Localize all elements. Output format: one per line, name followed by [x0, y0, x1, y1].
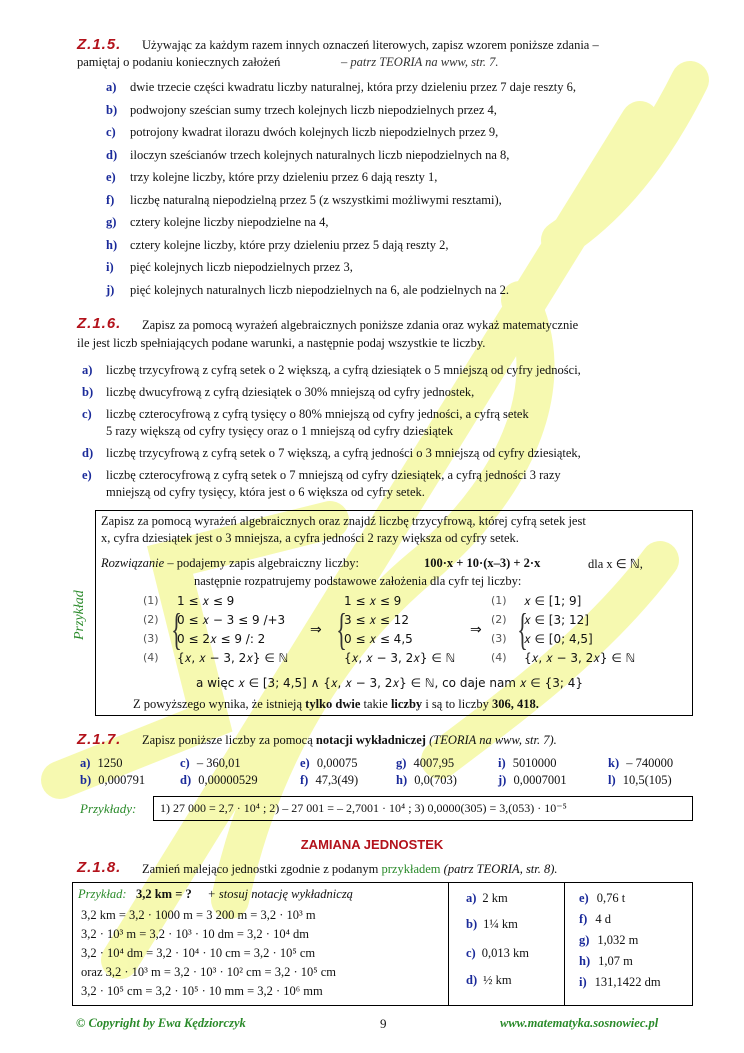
z16-item: [82, 485, 425, 500]
cell-letter: a): [80, 756, 91, 770]
cell-letter: i): [579, 975, 587, 989]
units-col3-item: [579, 954, 633, 969]
cell-letter: d): [466, 973, 478, 987]
item-letter: f): [106, 192, 115, 207]
cell-value: 1250: [94, 756, 123, 770]
item-text: cztery kolejne liczby niepodzielne na 4,: [130, 215, 329, 229]
footer-url: www.matematyka.sosnowiec.pl: [500, 1016, 659, 1030]
cell-letter: f): [300, 773, 309, 787]
cell-value: 131,1422 dm: [594, 975, 661, 989]
item-text: liczbę dwucyfrową z cyfrą dziesiątek o 30% mniejszą od cyfry jednostek,: [106, 385, 475, 399]
cell-value: 0,000791: [95, 773, 146, 787]
examples-text: 1) 27 000 = 2,7 · 10⁴ ; 2) – 27 001 = – 2,7001 · 10⁴ ; 3) 0,0000(305) = 3,(053) · 10⁻⁵: [160, 801, 567, 815]
item-letter: e): [82, 468, 92, 482]
system-3: 𝑥 ∈ [1; 9] 𝑥 ∈ [3; 12] 𝑥 ∈ [0; 4,5] {𝑥, 𝑥 − 3, 2𝑥} ∈ ℕ: [524, 594, 636, 665]
cell-value: ½ km: [483, 973, 512, 987]
z15-item: [106, 260, 353, 275]
system-3-brace: {: [517, 605, 528, 654]
z17-cell: [180, 756, 241, 771]
item-letter: c): [106, 125, 116, 139]
units-example-line: 3,2 km = 3,2 · 1000 m = 3 200 m = 3,2 · 10³ m: [81, 908, 316, 922]
cell-letter: c): [180, 756, 190, 770]
item-letter: a): [106, 80, 117, 94]
item-text: mniejszą od cyfry tysięcy, która jest o 6 większa od cyfry setek.: [106, 485, 425, 499]
cell-value: 2 km: [482, 891, 508, 905]
item-letter: g): [106, 215, 117, 229]
cell-value: 1,032 m: [597, 933, 639, 947]
task-intro-z17: Zapisz poniższe liczby za pomocą notacji wykładniczej (TEORIA na www, str. 7).: [142, 733, 557, 747]
cell-letter: c): [466, 946, 476, 960]
system-1-numbers: (1) (2) (3) (4): [143, 594, 159, 664]
cell-letter: e): [300, 756, 310, 770]
units-col2-item: [466, 946, 529, 961]
units-example-line: oraz 3,2 · 10³ m = 3,2 · 10³ · 10² cm = 3,2 · 10⁵ cm: [81, 965, 336, 979]
z15-item: [106, 125, 498, 140]
item-text: cztery kolejne liczby, które przy dzieleniu przez 5 dają reszty 2,: [130, 237, 449, 252]
cell-letter: f): [579, 912, 588, 926]
cell-value: 1¼ km: [483, 917, 518, 931]
units-col3-item: [579, 891, 625, 906]
solution-formula: 100·x + 10·(x–3) + 2·x: [424, 556, 541, 570]
z15-item: [106, 193, 502, 208]
example-task-line2: x, cyfra dziesiątek jest o 3 mniejsza, a cyfra jedności 2 razy większa od cyfry setek.: [101, 531, 519, 545]
cell-letter: h): [396, 773, 408, 787]
cell-value: – 360,01: [193, 756, 241, 770]
system-2: 1 ≤ 𝑥 ≤ 9 3 ≤ 𝑥 ≤ 12 0 ≤ 𝑥 ≤ 4,5 {𝑥, 𝑥 − 3, 2𝑥} ∈ ℕ: [344, 594, 456, 665]
item-text: liczbę trzycyfrową z cyfrą setek o 7 większą, a cyfrą jedności o 3 mniejszą od cyfry dziesiątek,: [106, 446, 581, 460]
item-text: potrojony kwadrat ilorazu dwóch kolejnych liczb niepodzielnych przez 9,: [130, 125, 499, 139]
z17-cell: [608, 756, 673, 771]
item-text: pięć kolejnych liczb niepodzielnych przez 3,: [130, 260, 353, 274]
system-2-brace: {: [336, 605, 347, 654]
item-text: liczbę naturalną niepodzielną przez 5 (z wszystkimi możliwymi resztami),: [130, 192, 502, 207]
item-letter: j): [106, 282, 115, 297]
units-example-header: Przykład: 3,2 km = ? + stosuj notację wykładniczą: [78, 887, 353, 901]
solution-domain: dla x ∈ ℕ,: [588, 557, 643, 571]
cell-value: 0,0007001: [510, 773, 567, 787]
cell-value: 0,76 t: [596, 891, 626, 905]
arrow-2: ⇒: [470, 622, 482, 638]
z17-cell: [608, 773, 672, 788]
cell-value: 47,3(49): [312, 773, 359, 787]
units-col2-item: [466, 917, 518, 932]
item-text: liczbę czterocyfrową z cyfrą tysięcy o 80% mniejszą od cyfry jedności, a cyfrą setek: [106, 407, 529, 421]
z16-item: [82, 385, 474, 400]
item-letter: i): [106, 260, 114, 274]
solution-line2: następnie rozpatrujemy podstawowe założenia dla cyfr tej liczby:: [194, 574, 522, 588]
item-letter: b): [82, 385, 94, 399]
arrow-1: ⇒: [310, 622, 322, 638]
cell-letter: h): [579, 954, 591, 968]
task-label-z16: Z.1.6.: [77, 315, 122, 332]
section-title: ZAMIANA JEDNOSTEK: [300, 837, 444, 852]
cell-letter: l): [608, 773, 616, 787]
item-letter: c): [82, 407, 92, 421]
z16-item: [82, 446, 581, 461]
cell-letter: d): [180, 773, 192, 787]
z17-cell: [396, 773, 457, 788]
task-intro-z15-line1: Używając za każdym razem innych oznaczeń literowych, zapisz wzorem poniższe zdania –: [142, 38, 599, 52]
units-col3-item: [579, 912, 611, 927]
cell-letter: i): [498, 756, 506, 770]
z17-cell: [80, 756, 123, 771]
units-example-line: 3,2 · 10⁵ cm = 3,2 · 10⁵ · 10 mm = 3,2 · 10⁶ mm: [81, 984, 323, 998]
cell-letter: g): [396, 756, 407, 770]
examples-label: Przykłady:: [80, 801, 137, 816]
z17-cell: [498, 773, 567, 788]
units-col3-item: [579, 975, 661, 990]
task-label-z17: Z.1.7.: [77, 731, 122, 748]
z17-cell: [498, 756, 557, 771]
solution-text: – podajemy zapis algebraiczny liczby:: [167, 556, 359, 570]
item-text: liczbę trzycyfrową z cyfrą setek o 2 większą, a cyfrą dziesiątek o 5 mniejszą od cyfry jedności,: [106, 363, 581, 377]
footer-page-number: 9: [380, 1016, 387, 1031]
cell-value: 0,0(703): [411, 773, 457, 787]
solution-label: Rozwiązanie: [101, 556, 165, 570]
cell-value: 10,5(105): [619, 773, 672, 787]
z15-item: [106, 80, 576, 95]
item-letter: d): [106, 147, 118, 162]
cell-value: 0,00075: [313, 756, 358, 770]
cell-letter: g): [579, 933, 590, 947]
z17-cell: [80, 773, 145, 788]
example-conclusion: a więc 𝑥 ∈ [3; 4,5] ∧ {𝑥, 𝑥 − 3, 2𝑥} ∈ ℕ, co daje nam 𝑥 ∈ {3; 4}: [196, 676, 583, 690]
units-col2-item: [466, 973, 512, 988]
z16-item: [82, 407, 529, 422]
z15-item: [106, 238, 448, 253]
cell-value: 0,013 km: [481, 946, 529, 960]
system-3-numbers: (1) (2) (3) (4): [491, 594, 507, 664]
example-task-line1: Zapisz za pomocą wyrażeń algebraicznych oraz znajdź liczbę trzycyfrową, której cyfrą setek jest: [101, 514, 586, 528]
z17-cell: [300, 756, 357, 771]
units-table-divider-1: [448, 882, 449, 1005]
item-letter: a): [82, 363, 93, 377]
item-text: 5 razy większą od cyfry tysięcy oraz o 1 mniejszą od cyfry dziesiątek: [106, 424, 454, 438]
cell-value: 4 d: [595, 912, 611, 926]
item-text: liczbę czterocyfrową z cyfrą setek o 7 mniejszą od cyfry dziesiątek, a cyfrą jedności 3 razy: [106, 468, 561, 482]
cell-letter: b): [80, 773, 92, 787]
example-final: Z powyższego wynika, że istnieją tylko dwie takie liczby i są to liczby 306, 418.: [133, 697, 539, 711]
task-intro-z18: Zamień malejąco jednostki zgodnie z podanym przykładem (patrz TEORIA, str. 8).: [142, 862, 558, 876]
z17-cell: [180, 773, 258, 788]
task-intro-z16-line1: Zapisz za pomocą wyrażeń algebraicznych poniższe zdania oraz wykaż matematycznie: [142, 318, 579, 332]
example-solution-line: [101, 556, 359, 571]
item-letter: d): [82, 446, 94, 460]
item-letter: e): [106, 170, 116, 184]
cell-value: 5010000: [509, 756, 557, 770]
item-text: iloczyn sześcianów trzech kolejnych naturalnych liczb niepodzielnych na 8,: [130, 147, 510, 162]
cell-value: 1,07 m: [598, 954, 633, 968]
task-label-z18: Z.1.8.: [77, 859, 122, 876]
cell-value: 4007,95: [410, 756, 455, 770]
z15-item: [106, 215, 329, 230]
cell-letter: e): [579, 891, 589, 905]
cell-letter: j): [498, 773, 507, 787]
cell-letter: k): [608, 756, 620, 770]
task-intro-z16-line2: ile jest liczb spełniających podane warunki, a następnie podaj wszystkie te liczby.: [77, 336, 486, 350]
z15-item: [106, 170, 437, 185]
system-1-brace: {: [171, 605, 182, 654]
cell-letter: a): [466, 891, 477, 905]
z16-item: [82, 424, 453, 439]
units-example-line: 3,2 · 10⁴ dm = 3,2 · 10⁴ · 10 cm = 3,2 · 10⁵ cm: [81, 946, 316, 960]
task-intro-z15-line2b: – patrz TEORIA na www, str. 7.: [341, 55, 499, 69]
z15-item: [106, 148, 509, 163]
z15-item: [106, 103, 497, 118]
item-letter: b): [106, 102, 118, 117]
z15-item: [106, 283, 509, 298]
units-col2-item: [466, 891, 508, 906]
item-text: pięć kolejnych naturalnych liczb niepodzielnych na 6, ale podzielnych na 2.: [130, 282, 510, 297]
item-text: podwojony sześcian sumy trzech kolejnych liczb niepodzielnych przez 4,: [130, 102, 497, 117]
z16-item: [82, 363, 581, 378]
item-letter: h): [106, 237, 118, 252]
item-text: dwie trzecie części kwadratu liczby naturalnej, która przy dzieleniu przez 7 daje reszty 6,: [130, 80, 576, 94]
cell-value: 0,00000529: [195, 773, 258, 787]
cell-value: – 740000: [623, 756, 674, 770]
item-text: trzy kolejne liczby, które przy dzieleniu przez 6 dają reszty 1,: [130, 170, 438, 184]
z16-item: [82, 468, 561, 483]
example-side-label: Przykład: [72, 590, 87, 640]
system-1: 1 ≤ 𝑥 ≤ 9 0 ≤ 𝑥 − 3 ≤ 9 /+3 0 ≤ 2𝑥 ≤ 9 /: 2 {𝑥, 𝑥 − 3, 2𝑥} ∈ ℕ: [177, 594, 289, 665]
z17-cell: [396, 756, 454, 771]
task-intro-z15-line2a: pamiętaj o podaniu koniecznych założeń: [77, 55, 281, 69]
footer-copyright: © Copyright by Ewa Kędziorczyk: [76, 1016, 246, 1030]
task-label-z15: Z.1.5.: [77, 36, 122, 53]
units-col3-item: [579, 933, 638, 948]
cell-letter: b): [466, 917, 478, 931]
units-table-divider-2: [564, 882, 565, 1005]
units-example-line: 3,2 · 10³ m = 3,2 · 10³ · 10 dm = 3,2 · 10⁴ dm: [81, 927, 310, 941]
z17-cell: [300, 773, 358, 788]
